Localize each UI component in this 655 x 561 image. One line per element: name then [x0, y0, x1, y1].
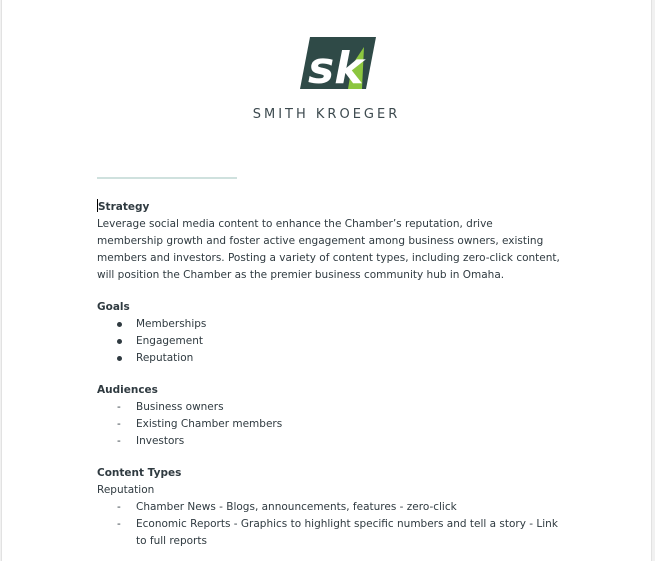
list-item: - Investors [97, 433, 567, 450]
content-types-heading: Content Types [97, 467, 182, 479]
dash-icon: - [117, 518, 121, 530]
strategy-line-4: will position the Chamber as the premier business community hub in Omaha. [97, 269, 505, 281]
list-item: - Chamber News - Blogs, announcements, features - zero-click [97, 499, 567, 516]
strategy-line-1: Leverage social media content to enhance the Chamber’s reputation, drive [97, 218, 493, 230]
audiences-list [97, 399, 567, 450]
bullet-icon [117, 356, 122, 361]
bullet-icon [117, 339, 122, 344]
strategy-heading: Strategy [98, 201, 150, 213]
document-page [1, 0, 652, 561]
logo-text: sk [308, 43, 364, 89]
goals-heading: Goals [97, 301, 130, 313]
strategy-line-2: membership growth and foster active engagement among business owners, existing [97, 235, 544, 247]
list-item: - Existing Chamber members [97, 416, 567, 433]
list-item: Reputation [97, 350, 567, 367]
content-types-subheading: Reputation [97, 484, 155, 496]
list-item: Engagement [97, 333, 567, 350]
document-body[interactable] [97, 199, 567, 550]
list-item: - Economic Reports - Graphics to highlight specific numbers and tell a story - Link [97, 516, 567, 533]
list-item: Memberships [97, 316, 567, 333]
smith-kroeger-logo [300, 37, 376, 89]
bullet-icon [117, 322, 122, 327]
goals-list [97, 316, 567, 367]
strategy-line-3: members and investors. Posting a variety of content types, including zero-click content, [97, 252, 560, 264]
dash-icon: - [117, 418, 121, 430]
dash-icon: - [117, 501, 121, 513]
brand-name: SMITH KROEGER [252, 107, 401, 122]
divider [97, 177, 237, 179]
list-item: to full reports [136, 535, 207, 547]
list-item: - Business owners [97, 399, 567, 416]
audiences-heading: Audiences [97, 384, 158, 396]
dash-icon: - [117, 435, 121, 447]
dash-icon: - [117, 401, 121, 413]
content-types-list [97, 499, 567, 550]
